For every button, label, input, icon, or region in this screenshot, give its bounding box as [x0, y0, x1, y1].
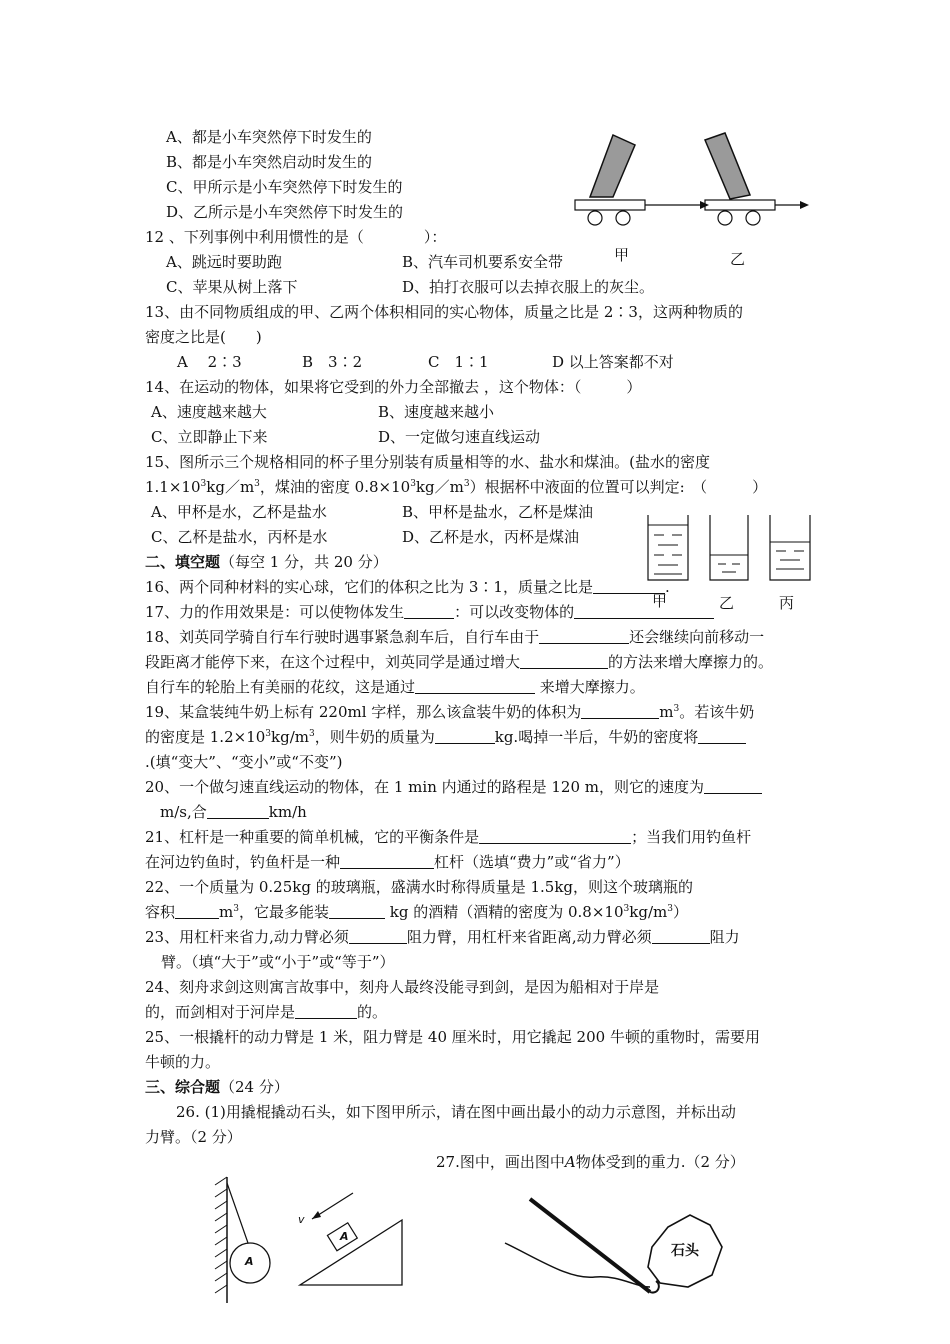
cart-right: [705, 133, 809, 225]
q17-blank-1[interactable]: [404, 603, 454, 619]
q19-line3: .(填“变大”、“变小”或“不变”): [145, 753, 343, 771]
q23-blank-1[interactable]: [349, 928, 407, 944]
q15-option-b: B、甲杯是盐水，乙杯是煤油: [402, 503, 594, 521]
q24-line2: 的，而剑相对于河岸是 的。: [145, 1003, 388, 1021]
q14-option-b: B、速度越来越小: [378, 403, 495, 421]
q26-line1: 26. (1)用撬棍撬动石头，如下图甲所示，请在图中画出最小的动力示意图，并标出动: [176, 1103, 736, 1121]
q24-line1: 24、刻舟求剑这则寓言故事中，刻舟人最终没能寻到剑，是因为船相对于岸是: [145, 978, 660, 996]
q22-blank-2[interactable]: [329, 903, 385, 919]
cup-bing: [770, 515, 810, 580]
q15-stem-line2: $1.1\times 10^3kg/m^3$，煤油的密度 $0.8\times 10^3kg/m^3$）根据杯中液面的位置可以判定: （ ）: [145, 478, 768, 496]
velocity-label: v: [298, 1213, 305, 1226]
q23-blank-2[interactable]: [652, 928, 710, 944]
q18-line2: 段距离才能停下来，在这个过程中，刘英同学是通过增大 的方法来增大摩擦力的。: [145, 653, 774, 671]
wall-and-ball: [215, 1177, 270, 1303]
cup-label-bing: 丙: [779, 594, 795, 612]
q12-option-a: A、跳远时要助跑: [166, 253, 282, 271]
cup-label-yi: 乙: [719, 594, 735, 612]
q19-line1: 19、某盒装纯牛奶上标有 220ml 字样，那么该盒装牛奶的体积为 $m^3$。若该牛奶: [145, 703, 755, 721]
three-cups-figure: [640, 510, 820, 585]
q21-blank-2[interactable]: [340, 853, 434, 869]
q27-stem: 27.图中，画出图中A物体受到的重力.（2 分）: [436, 1153, 745, 1171]
q21-blank-1[interactable]: [479, 828, 631, 844]
q15-option-a: A、甲杯是水，乙杯是盐水: [151, 503, 327, 521]
q13-stem-line1: 13、由不同物质组成的甲、乙两个体积相同的实心物体，质量之比是 2∶3，这两种物质的: [145, 303, 743, 321]
q14-option-c: C、立即静止下来: [151, 428, 268, 446]
q19-line2: 的密度是 $1.2\times 10^3kg/m^3$，则牛奶的质量为 kg.喝掉一半后，牛奶的密度将: [145, 727, 746, 747]
q11-option-b: B、都是小车突然启动时发生的: [166, 153, 373, 171]
crowbar: [530, 1199, 659, 1293]
cart-label-left: 甲: [614, 246, 630, 264]
block-label: A: [340, 1230, 349, 1243]
q18-blank-3[interactable]: [415, 678, 535, 694]
q22-line1: 22、一个质量为 0.25kg 的玻璃瓶，盛满水时称得质量是 1.5kg，则这个玻璃瓶的: [145, 878, 694, 896]
q13-option-d: D 以上答案都不对: [552, 353, 674, 371]
cart-left: [575, 135, 709, 225]
q23-line2: 臂。（填“大于”或“小于”或“等于”）: [161, 953, 395, 971]
q16: 16、两个同种材料的实心球，它们的体积之比为 3∶1，质量之比是 .: [145, 578, 670, 596]
q11-option-a: A、都是小车突然停下时发生的: [166, 128, 372, 146]
q18-line1: 18、刘英同学骑自行车行驶时遇事紧急刹车后，自行车由于 还会继续向前移动一: [145, 628, 765, 646]
q19-blank-2[interactable]: [435, 728, 495, 744]
q12-option-d: D、拍打衣服可以去掉衣服上的灰尘。: [402, 278, 655, 296]
q20-blank-2[interactable]: [207, 803, 269, 819]
incline-and-block: [300, 1193, 402, 1285]
q16-blank[interactable]: [593, 578, 665, 594]
ground-line: [505, 1243, 650, 1287]
q11-option-c: C、甲所示是小车突然停下时发生的: [166, 178, 403, 196]
q18-blank-1[interactable]: [539, 628, 629, 644]
q18-line3: 自行车的轮胎上有美丽的花纹，这是通过 来增大摩擦力。: [145, 678, 645, 696]
q12-stem: 12 、下列事例中利用惯性的是（ ）：: [145, 228, 447, 246]
q15-stem-line1: 15、图所示三个规格相同的杯子里分别装有质量相等的水、盐水和煤油。(盐水的密度: [145, 453, 710, 471]
q13-option-c: C 1∶1: [428, 353, 489, 371]
q20-blank-1[interactable]: [704, 778, 762, 794]
section-3-heading: 三、综合题（24 分）: [145, 1078, 289, 1096]
q23-line1: 23、用杠杆来省力,动力臂必须 阻力臂，用杠杆来省距离,动力臂必须 阻力: [145, 928, 740, 946]
ball-label: A: [245, 1255, 254, 1268]
wall-ball-incline-figure: [205, 1175, 415, 1310]
q25-line2: 牛顿的力。: [145, 1053, 221, 1071]
q13-stem-line2: 密度之比是( ): [145, 328, 262, 346]
q14-stem: 14、在运动的物体，如果将它受到的外力全部撤去 ，这个物体：（ ）: [145, 378, 642, 396]
q20-line2: m/s,合 km/h: [160, 803, 307, 821]
q11-option-d: D、乙所示是小车突然停下时发生的: [166, 203, 404, 221]
q14-option-a: A、速度越来越大: [151, 403, 267, 421]
q15-option-d: D、乙杯是水，丙杯是煤油: [402, 528, 580, 546]
q24-blank[interactable]: [295, 1003, 357, 1019]
q14-option-d: D、一定做匀速直线运动: [378, 428, 541, 446]
cart-label-right: 乙: [730, 250, 746, 268]
section-2-heading: 二、填空题（每空 1 分，共 20 分）: [145, 553, 388, 571]
q26-line2: 力臂。（2 分）: [145, 1128, 242, 1146]
q12-option-c: C、苹果从树上落下: [166, 278, 298, 296]
q17: 17、力的作用效果是：可以使物体发生 ：可以改变物体的: [145, 602, 714, 622]
q25-line1: 25、一根撬杆的动力臂是 1 米，阻力臂是 40 厘米时，用它撬起 200 牛顿的重物时，需要用: [145, 1028, 760, 1046]
q15-option-c: C、乙杯是盐水，丙杯是水: [151, 528, 328, 546]
stone-label: 石头: [671, 1243, 699, 1259]
cup-label-jia: 甲: [652, 592, 668, 610]
q20-line1: 20、一个做匀速直线运动的物体，在 1 min 内通过的路程是 120 m，则它的速度为: [145, 777, 762, 797]
q21-line1: 21、杠杆是一种重要的简单机械，它的平衡条件是 ；当我们用钓鱼杆: [145, 828, 752, 846]
cup-jia: [648, 515, 688, 580]
q19-blank-1[interactable]: [581, 703, 659, 719]
cup-yi: [710, 515, 748, 580]
q13-option-a: A 2∶3: [177, 353, 242, 371]
q22-line2: 容积 $m^3$，它最多能装 kg 的酒精（酒精的密度为 $0.8\times 10^3kg/m^3$）: [145, 903, 688, 921]
q17-blank-2[interactable]: [574, 603, 714, 619]
q22-blank-1[interactable]: [175, 903, 219, 919]
q18-blank-2[interactable]: [520, 653, 608, 669]
q19-blank-3[interactable]: [698, 728, 746, 744]
q21-line2: 在河边钓鱼时，钓鱼杆是一种 杠杆（选填“费力”或“省力”）: [145, 853, 630, 871]
q13-option-b: B 3∶2: [302, 353, 363, 371]
q12-option-b: B、汽车司机要系安全带: [402, 253, 564, 271]
cart-inertia-figure: [565, 125, 815, 235]
